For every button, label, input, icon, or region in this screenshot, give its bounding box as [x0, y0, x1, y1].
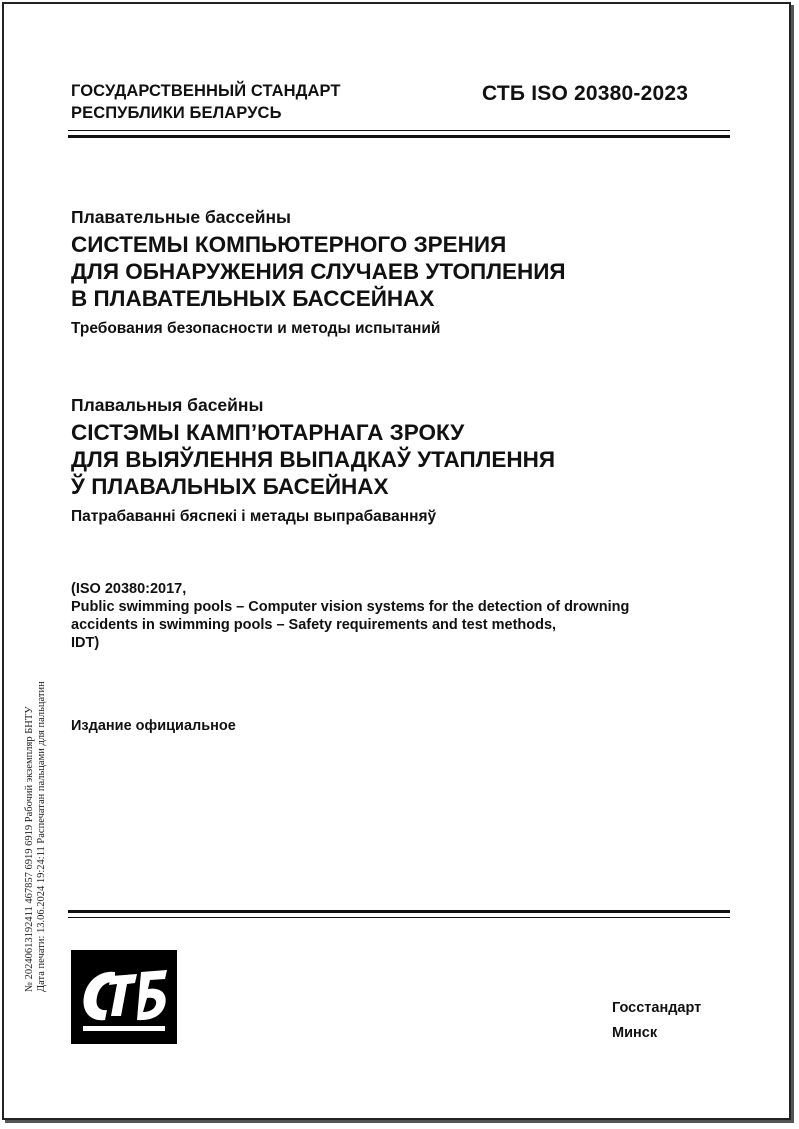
header-org-line-1: ГОСУДАРСТВЕННЫЙ СТАНДАРТ — [71, 82, 341, 100]
russian-title-line: ДЛЯ ОБНАРУЖЕНИЯ СЛУЧАЕВ УТОПЛЕНИЯ — [71, 259, 566, 284]
iso-reference-line: accidents in swimming pools – Safety requirements and test methods, — [71, 617, 557, 633]
header-rule-thick — [68, 135, 730, 138]
iso-reference-line: Public swimming pools – Computer vision systems for the detection of drowning — [71, 599, 630, 615]
russian-subject: Плавательные бассейны — [71, 207, 291, 227]
belarusian-requirements: Патрабаванні бяспекі і метады выпрабаванняў — [71, 508, 437, 525]
iso-reference-line: (ISO 20380:2017, — [71, 581, 187, 597]
belarusian-subject: Плавальныя басейны — [71, 395, 264, 415]
belarusian-title-line: ДЛЯ ВЫЯЎЛЕННЯ ВЫПАДКАЎ УТАПЛЕННЯ — [71, 447, 556, 472]
iso-reference-line: IDT) — [71, 635, 100, 651]
edition-label: Издание официальное — [71, 718, 236, 734]
header-org-line-2: РЕСПУБЛИКИ БЕЛАРУСЬ — [71, 104, 282, 122]
publisher-city: Минск — [612, 1025, 658, 1041]
russian-title-line: В ПЛАВАТЕЛЬНЫХ БАССЕЙНАХ — [71, 286, 435, 311]
belarusian-title-block — [71, 393, 731, 528]
russian-title-block — [71, 205, 731, 340]
russian-title-line: СИСТЕМЫ КОМПЬЮТЕРНОГО ЗРЕНИЯ — [71, 232, 507, 257]
standard-code: СТБ ISO 20380-2023 — [482, 82, 689, 105]
russian-title — [71, 231, 731, 312]
russian-requirements: Требования безопасности и методы испытаний — [71, 320, 441, 337]
belarusian-title — [71, 419, 731, 500]
header-organization — [71, 80, 341, 124]
print-stamp-vertical — [24, 681, 48, 992]
print-stamp-line-2: Дата печати: 13.06.2024 19:24:11 Распечатан пальцами для пальцатин — [36, 681, 47, 992]
footer-rule-thin — [68, 917, 730, 918]
belarusian-title-line: Ў ПЛАВАЛЬНЫХ БАСЕЙНАХ — [71, 474, 389, 499]
iso-reference — [71, 580, 731, 652]
stb-logo — [71, 950, 177, 1044]
publisher-name: Госстандарт — [612, 1000, 702, 1016]
print-stamp-line-1: № 20240613192411 467857 6919 6919 Рабочий экземпляр БНТУ — [24, 706, 35, 992]
logo-underline — [83, 1026, 165, 1031]
belarusian-title-line: СІСТЭМЫ КАМП’ЮТАРНАГА ЗРОКУ — [71, 420, 465, 445]
footer-rule-thick — [68, 910, 730, 913]
header-rule-thin — [68, 130, 730, 131]
